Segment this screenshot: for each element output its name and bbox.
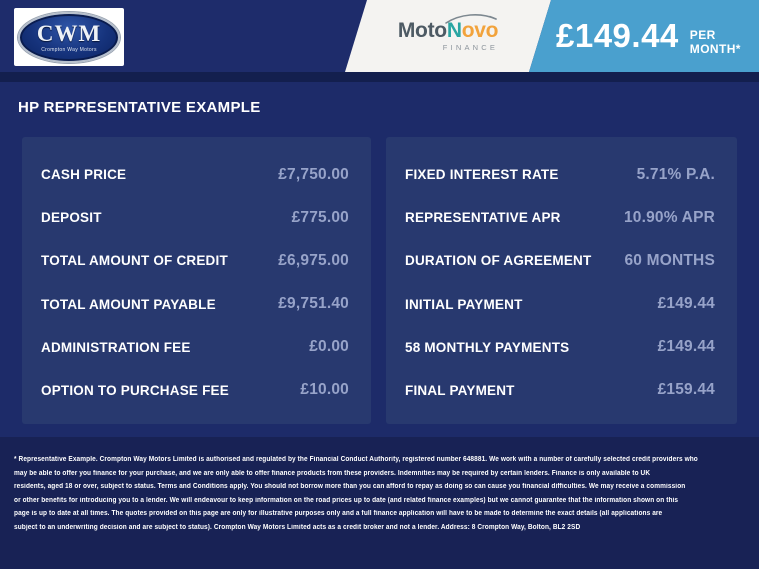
row-value: £0.00	[309, 338, 349, 356]
disclaimer-footer	[0, 437, 759, 569]
row-label: 58 MONTHLY PAYMENTS	[405, 339, 570, 355]
disclaimer-line: * Representative Example. Crompton Way Motors Limited is authorised and regulated by the Financial Conduct Authority, registered number 648881. We work with a number of carefully selected credit providers who	[14, 456, 698, 463]
finance-logo-part-ovo: ovo	[461, 19, 499, 42]
table-row	[22, 369, 371, 412]
finance-logo-subtitle: FINANCE	[442, 43, 499, 52]
disclaimer-line: may be able to offer you finance for your purchase, and we are only able to offer finance products from these providers. Indemnities may be required by certain lenders. Finance is only available to UK	[14, 469, 651, 477]
row-value: £149.44	[657, 338, 715, 356]
finance-breakdown-panel	[22, 137, 371, 424]
table-row	[386, 369, 737, 412]
row-value: £6,975.00	[278, 251, 349, 269]
row-value: £149.44	[657, 295, 715, 313]
row-label: REPRESENTATIVE APR	[405, 210, 561, 226]
table-row	[386, 153, 737, 196]
table-row	[386, 196, 737, 239]
disclaimer-line: or other benefits for introducing you to a lender. We will endeavour to keep information on the road prices up to date (and related finance examples) but we cannot guarantee that the information shown on this	[14, 496, 679, 504]
car-swoosh-icon	[444, 11, 500, 25]
payment-details-panel	[386, 137, 737, 424]
row-label: OPTION TO PURCHASE FEE	[41, 382, 229, 398]
dealer-logo	[14, 8, 124, 66]
disclaimer-line: page is up to date at all times. The quotes provided on this page are only for illustrative purposes only and a full finance application will have to be made to determine the exact details (all applications are	[14, 510, 663, 517]
row-label: INITIAL PAYMENT	[405, 296, 523, 312]
finance-logo	[368, 0, 528, 72]
row-label: FIXED INTEREST RATE	[405, 167, 559, 183]
row-label: FINAL PAYMENT	[405, 382, 515, 398]
finance-logo-part-moto: Moto	[397, 19, 447, 42]
page-title: HP REPRESENTATIVE EXAMPLE	[18, 99, 261, 116]
row-label: DURATION OF AGREEMENT	[405, 253, 592, 269]
table-row	[22, 283, 371, 326]
dealer-logo-tagline: Crompton Way Motors	[41, 46, 97, 53]
header-divider	[0, 72, 759, 82]
row-value: £159.44	[657, 381, 715, 399]
row-label: TOTAL AMOUNT PAYABLE	[41, 296, 216, 312]
disclaimer-line: residents, aged 18 or over, subject to status. Terms and Conditions apply. You should not borrow more than you can afford to repay as doing so can cause you financial difficulties. We may receive a commission	[14, 483, 686, 490]
monthly-price-period: PER MONTH*	[689, 28, 741, 56]
finance-logo-lockup	[398, 20, 498, 52]
disclaimer-line: subject to an underwriting decision and are subject to status). Crompton Way Motors Limited acts as a credit broker and not a lender. Address: 8 Crompton Way, Bolton, BL2 2SD	[14, 523, 581, 531]
row-value: £7,750.00	[278, 165, 349, 183]
row-value: 10.90% APR	[623, 208, 715, 226]
table-row	[22, 196, 371, 239]
table-row	[386, 283, 737, 326]
row-label: CASH PRICE	[41, 167, 127, 183]
row-value: £9,751.40	[278, 295, 349, 313]
table-row	[22, 326, 371, 369]
table-row	[386, 239, 737, 282]
row-label: ADMINISTRATION FEE	[41, 339, 191, 355]
row-value: £10.00	[300, 381, 349, 399]
table-row	[386, 326, 737, 369]
monthly-price-badge	[556, 0, 759, 72]
monthly-price-amount: £149.44	[556, 17, 679, 54]
row-value: 60 MONTHS	[624, 251, 715, 269]
row-label: DEPOSIT	[41, 210, 102, 226]
finance-logo-part-n: N	[446, 19, 462, 42]
row-value: £775.00	[291, 208, 349, 226]
dealer-logo-oval	[18, 12, 120, 63]
row-label: TOTAL AMOUNT OF CREDIT	[41, 253, 228, 269]
table-row	[22, 153, 371, 196]
table-row	[22, 239, 371, 282]
dealer-logo-initials: CWM	[36, 20, 102, 46]
row-value: 5.71% P.A.	[636, 165, 715, 183]
